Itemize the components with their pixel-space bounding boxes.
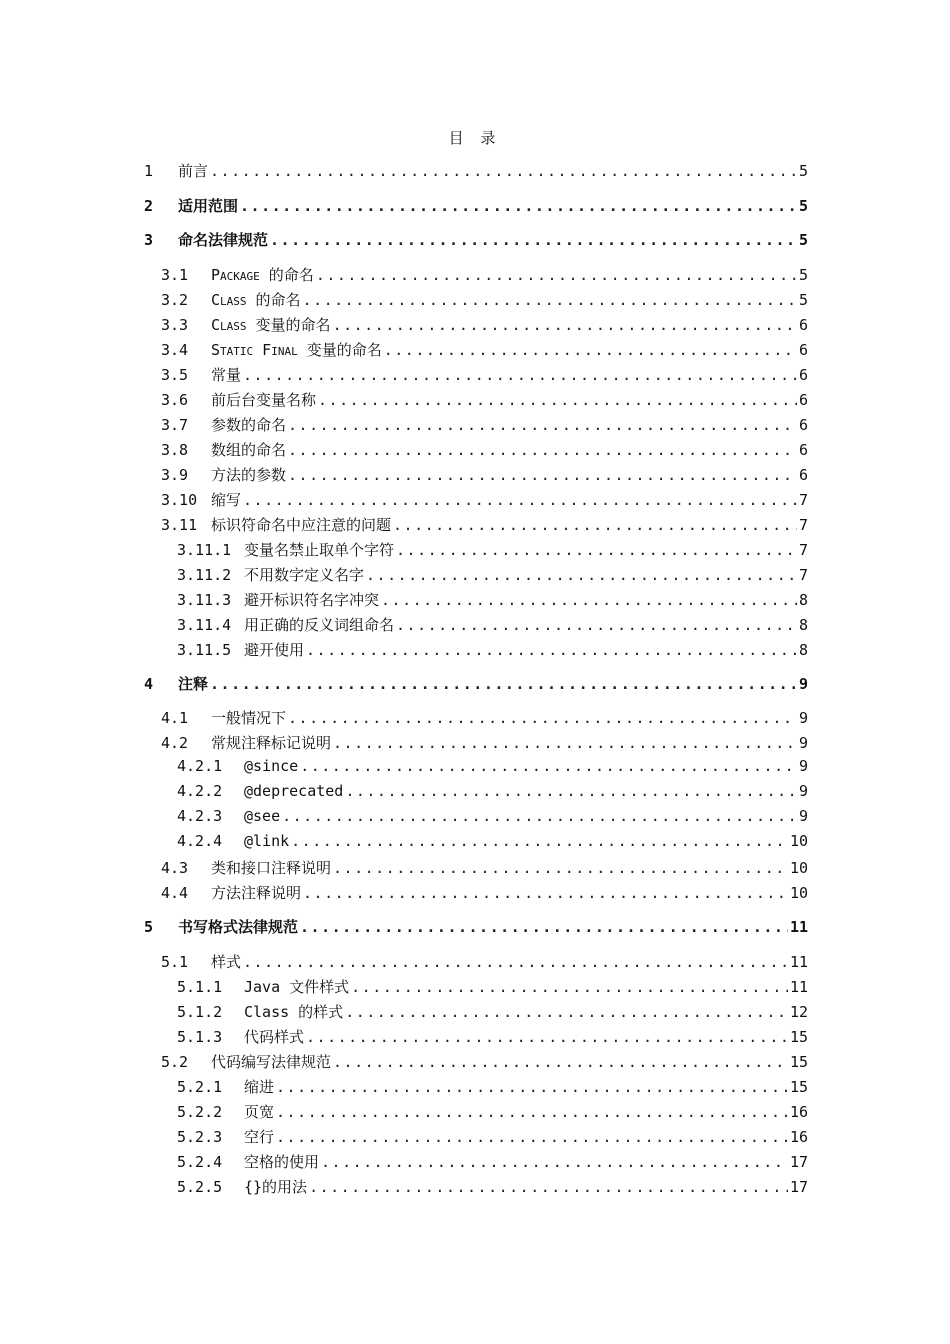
toc-entry-title: {}的用法 [244,1178,308,1196]
toc-entry-leader [240,197,797,215]
toc-entry[interactable] [161,414,808,435]
toc-entry-leader [300,757,797,775]
toc-entry[interactable] [144,195,808,216]
toc-entry-page: 6 [798,391,808,409]
toc-entry[interactable] [177,539,808,560]
toc-entry-page: 5 [798,162,808,180]
toc-entry-title: Static Final 变量的命名 [211,341,382,359]
toc-entry[interactable] [177,614,808,635]
toc-entry-page: 9 [798,734,808,752]
toc-entry-leader [291,832,788,850]
toc-entry-leader [396,541,797,559]
toc-entry-page: 15 [789,1028,808,1046]
toc-entry[interactable] [144,229,808,250]
toc-entry-title: 方法的参数 [211,466,287,484]
toc-entry-title: 代码样式 [244,1028,305,1046]
toc-entry[interactable] [177,757,808,775]
toc-entry-page: 5 [798,266,808,284]
toc-entry[interactable] [161,289,808,310]
toc-entry-number: 4.4 [161,884,189,902]
toc-entry-leader [384,341,797,359]
toc-entry-leader [345,1003,788,1021]
toc-entry-title: 注释 [178,675,209,693]
toc-entry[interactable] [161,314,808,335]
toc-entry-number: 5.2.5 [177,1178,223,1196]
toc-entry-number: 3.11.1 [177,541,232,559]
toc-entry[interactable] [177,1076,808,1097]
toc-entry-page: 12 [789,1003,808,1021]
toc-entry-number: 4.1 [161,709,189,727]
toc-entry-number: 3.7 [161,416,189,434]
toc-entry-title: 方法注释说明 [211,884,302,902]
toc-entry-leader [288,416,797,434]
toc-entry-page: 7 [798,541,808,559]
toc-entry-leader [306,641,797,659]
toc-entry-title: 缩进 [244,1078,275,1096]
toc-entry-title: 缩写 [211,491,242,509]
toc-entry-title: Class 的样式 [244,1003,344,1021]
toc-entry-page: 9 [798,782,808,800]
toc-entry[interactable] [177,564,808,585]
toc-entry-title: Java 文件样式 [244,978,350,996]
toc-entry-leader [393,516,797,534]
toc-entry-number: 4.3 [161,859,189,877]
toc-entry-leader [243,366,797,384]
toc-entry-number: 3.3 [161,316,189,334]
toc-entry[interactable] [161,1051,808,1072]
toc-entry-title: 样式 [211,953,242,971]
toc-entry-page: 11 [789,953,808,971]
toc-entry-title: 常规注释标记说明 [211,734,332,752]
toc-entry-title: 命名法律规范 [178,231,269,249]
toc-entry-leader [243,491,797,509]
toc-entry-title: 书写格式法律规范 [178,918,299,936]
toc-entry-leader [321,1153,788,1171]
toc-entry-leader [333,734,797,752]
toc-entry-page: 6 [798,341,808,359]
toc-entry-page: 6 [798,366,808,384]
toc-entry[interactable] [161,489,808,510]
toc-entry-number: 3.11.3 [177,591,232,609]
toc-entry[interactable] [177,782,808,800]
toc-entry[interactable] [177,1126,808,1147]
toc-entry-leader [276,1078,788,1096]
toc-entry-number: 3.1 [161,266,189,284]
toc-entry-leader [288,709,797,727]
toc-entry-page: 6 [798,316,808,334]
toc-entry-page: 11 [789,918,808,936]
toc-entry[interactable] [144,160,808,181]
toc-entry-leader [351,978,788,996]
toc-entry-title: 数组的命名 [211,441,287,459]
toc-entry[interactable] [177,832,808,850]
toc-entry-number: 3.11.2 [177,566,232,584]
toc-entry-title: @deprecated [244,782,344,800]
toc-entry-number: 4 [144,675,154,693]
toc-entry-page: 10 [789,859,808,877]
toc-entry-number: 4.2.2 [177,782,223,800]
toc-entry-title: 变量名禁止取单个字符 [244,541,395,559]
toc-entry[interactable] [161,882,808,903]
toc-entry[interactable] [161,339,808,360]
toc-entry-number: 4.2.4 [177,832,223,850]
toc-entry-leader [276,1128,788,1146]
toc-heading: 目 录 [448,129,502,147]
toc-entry-number: 3.9 [161,466,189,484]
toc-entry[interactable] [161,464,808,485]
toc-entry-number: 4.2.1 [177,757,223,775]
toc-entry-page: 17 [789,1153,808,1171]
toc-entry-title: 页宽 [244,1103,275,1121]
toc-entry-page: 9 [798,709,808,727]
toc-entry-page: 5 [798,197,808,215]
toc-entry-leader [306,1028,788,1046]
toc-entry-title: Package 的命名 [211,266,314,284]
toc-entry-leader [288,466,797,484]
toc-entry-leader [300,918,788,936]
toc-entry[interactable] [177,1101,808,1122]
toc-entry-number: 5.2.1 [177,1078,223,1096]
toc-entry[interactable] [177,589,808,610]
toc-entry-number: 4.2 [161,734,189,752]
toc-entry-leader [366,566,797,584]
toc-entry-page: 5 [798,291,808,309]
toc-entry-page: 17 [789,1178,808,1196]
toc-entry-page: 6 [798,416,808,434]
toc-entry-title: Class 的命名 [211,291,301,309]
toc-entry-leader [309,1178,788,1196]
toc-entry-number: 5.2 [161,1053,189,1071]
toc-entry-leader [288,441,797,459]
toc-entry-number: 4.2.3 [177,807,223,825]
toc-entry-title: Class 变量的命名 [211,316,331,334]
toc-entry-title: 避开使用 [244,641,305,659]
toc-entry-number: 3.11.5 [177,641,232,659]
toc-entry-leader [333,859,788,877]
toc-entry-number: 5.2.2 [177,1103,223,1121]
toc-entry[interactable] [177,976,808,997]
toc-entry[interactable] [161,514,808,535]
toc-entry[interactable] [177,1026,808,1047]
toc-entry-page: 16 [789,1103,808,1121]
toc-entry-leader [270,231,797,249]
toc-entry-number: 3.11 [161,516,198,534]
toc-entry-number: 1 [144,162,154,180]
toc-entry-title: 用正确的反义词组命名 [244,616,395,634]
toc-entry-leader [276,1103,788,1121]
toc-entry-number: 3.10 [161,491,198,509]
toc-entry[interactable] [161,364,808,385]
toc-entry-number: 5.2.3 [177,1128,223,1146]
toc-entry-title: 一般情况下 [211,709,287,727]
toc-entry-page: 5 [798,231,808,249]
toc-entry-number: 3.6 [161,391,189,409]
toc-entry-leader [282,807,797,825]
toc-entry[interactable] [161,857,808,878]
toc-entry-title: 代码编写法律规范 [211,1053,332,1071]
toc-entry-number: 3.2 [161,291,189,309]
toc-entry-title: 不用数字定义名字 [244,566,365,584]
toc-entry[interactable] [161,732,808,753]
toc-entry-leader [303,291,797,309]
toc-entry-title: 类和接口注释说明 [211,859,332,877]
toc-entry-page: 11 [789,978,808,996]
toc-entry-page: 7 [798,516,808,534]
toc-entry-number: 5.1.3 [177,1028,223,1046]
toc-entry-leader [303,884,788,902]
toc-entry-title: @since [244,757,299,775]
toc-entry-title: @link [244,832,290,850]
toc-entry[interactable] [177,1151,808,1172]
toc-entry-number: 5 [144,918,154,936]
toc-entry-title: 空格的使用 [244,1153,320,1171]
toc-entry-leader [243,953,788,971]
toc-entry-leader [333,1053,788,1071]
toc-entry[interactable] [177,1001,808,1022]
toc-entry-page: 15 [789,1053,808,1071]
toc-entry-page: 8 [798,616,808,634]
toc-entry-number: 5.1 [161,953,189,971]
toc-entry-title: 常量 [211,366,242,384]
toc-entry[interactable] [144,916,808,937]
toc-entry[interactable] [177,807,808,825]
toc-entry-leader [333,316,797,334]
toc-entry-title: 参数的命名 [211,416,287,434]
toc-entry-leader [210,675,797,693]
toc-entry[interactable] [144,673,808,694]
toc-entry[interactable] [161,389,808,410]
toc-entry-number: 3.11.4 [177,616,232,634]
toc-entry[interactable] [161,439,808,460]
toc-entry-title: 前言 [178,162,209,180]
toc-entry-title: 避开标识符名字冲突 [244,591,380,609]
toc-entry-leader [210,162,797,180]
toc-entry-title: 前后台变量名称 [211,391,317,409]
toc-entry-page: 10 [789,884,808,902]
toc-entry-leader [345,782,797,800]
toc-entry-page: 9 [798,675,808,693]
toc-entry-leader [318,391,797,409]
toc-entry-number: 3 [144,231,154,249]
toc-entry-page: 6 [798,466,808,484]
toc-entry-page: 8 [798,591,808,609]
toc-entry-number: 3.4 [161,341,189,359]
toc-entry-title: @see [244,807,281,825]
toc-entry[interactable] [177,639,808,660]
toc-entry-page: 15 [789,1078,808,1096]
toc-entry-page: 8 [798,641,808,659]
toc-entry[interactable] [161,707,808,728]
toc-entry-number: 5.1.1 [177,978,223,996]
toc-entry-title: 适用范围 [178,197,239,215]
toc-entry-page: 16 [789,1128,808,1146]
toc-entry-page: 7 [798,491,808,509]
toc-entry-page: 6 [798,441,808,459]
toc-entry-number: 2 [144,197,154,215]
toc-entry-number: 5.1.2 [177,1003,223,1021]
toc-entry[interactable] [161,951,808,972]
toc-entry-title: 标识符命名中应注意的问题 [211,516,392,534]
toc-entry[interactable] [177,1176,808,1197]
toc-entry-page: 9 [798,757,808,775]
toc-entry-leader [381,591,797,609]
toc-entry-number: 3.8 [161,441,189,459]
toc-entry-leader [396,616,797,634]
toc-entry[interactable] [161,264,808,285]
toc-entry-leader [316,266,797,284]
toc-entry-page: 7 [798,566,808,584]
toc-entry-number: 3.5 [161,366,189,384]
toc-entry-title: 空行 [244,1128,275,1146]
toc-entry-page: 10 [789,832,808,850]
toc-entry-number: 5.2.4 [177,1153,223,1171]
toc-entry-page: 9 [798,807,808,825]
